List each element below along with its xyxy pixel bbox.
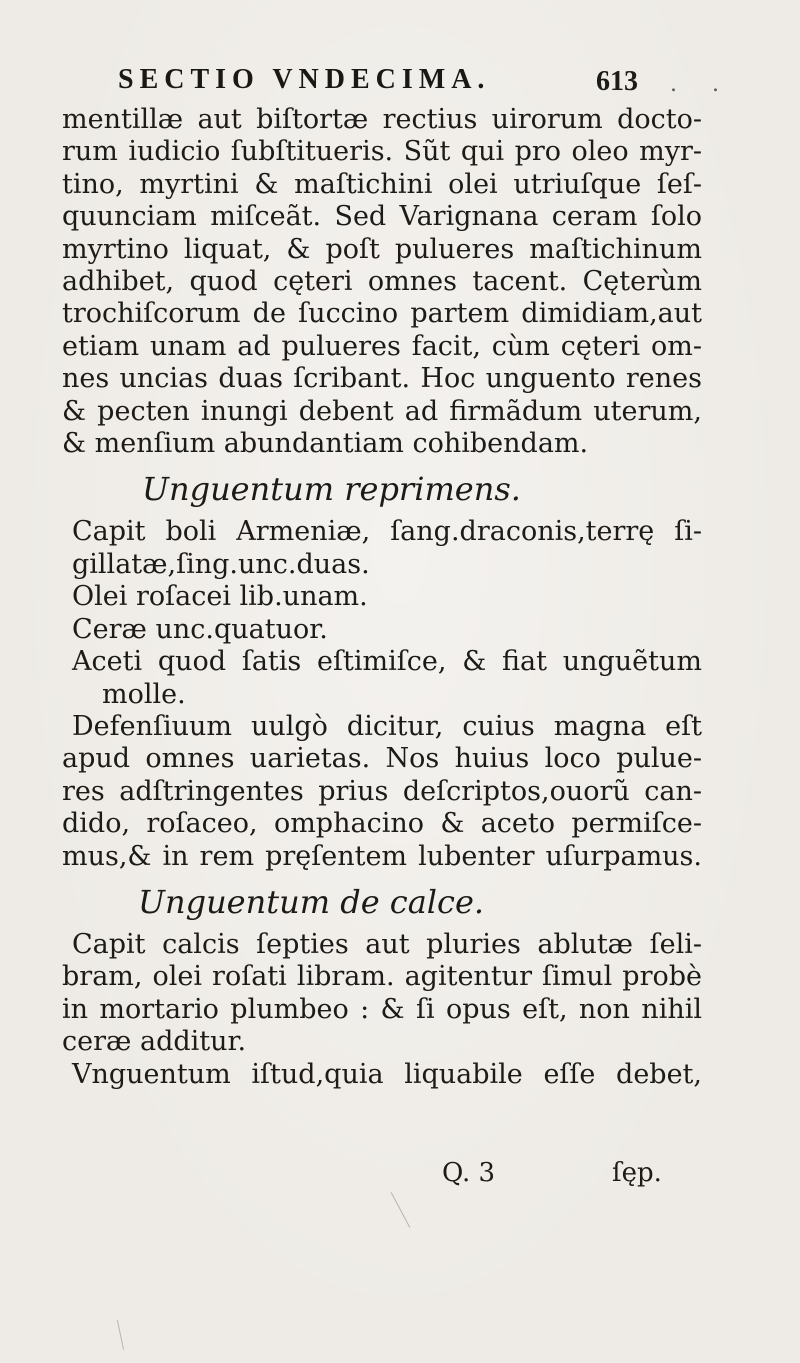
- text-line: rum iudicio ſubſtitueris. Sũt qui pro oleo myr-: [62, 136, 702, 168]
- text-line: trochiſcorum de ſuccino partem dimidiam,aut: [62, 298, 702, 330]
- text-line: ceræ additur.: [62, 1026, 247, 1058]
- recipe-line: gillatæ,ſing.unc.duas.: [72, 548, 370, 580]
- text-line: Vnguentum iſtud,quia liquabile eſſe debet,: [72, 1058, 702, 1090]
- recipe-line: Ceræ unc.quatuor.: [72, 613, 328, 645]
- recipe-1: [62, 516, 702, 710]
- text-line: myrtino liquat, & poſt pulueres maſtichinum: [62, 233, 702, 265]
- text-line: dido, roſaceo, omphacino & aceto permiſce-: [62, 808, 702, 840]
- text-line: & menſium abundantiam cohibendam.: [62, 428, 589, 460]
- edge-marks: . .: [670, 72, 733, 97]
- paragraph-3: [62, 929, 702, 1091]
- text-block: [62, 104, 702, 1091]
- text-line: apud omnes uarietas. Nos huius loco pulue-: [62, 743, 702, 775]
- paragraph-2: [62, 711, 702, 873]
- text-line: mus,& in rem pręſentem lubenter uſurpamus.: [62, 840, 702, 872]
- recipe-line: Capit boli Armeniæ, ſang.draconis,terrę ſi-: [72, 516, 702, 548]
- signature-mark: Q. 3: [442, 1158, 496, 1188]
- text-line: quunciam miſceãt. Sed Varignana ceram ſolo: [62, 201, 702, 233]
- text-line: etiam unam ad pulueres facit, cùm cęteri om-: [62, 330, 702, 362]
- text-line: bram, olei roſati libram. agitentur ſimul probè: [62, 961, 702, 993]
- catchword: ſęp.: [612, 1158, 662, 1188]
- section-heading-de-calce: Unguentum de calce.: [138, 882, 485, 921]
- page-number: 613: [596, 66, 638, 97]
- paragraph-1: [62, 104, 702, 460]
- text-line: nes uncias duas ſcribant. Hoc unguento renes: [62, 363, 702, 395]
- text-line: mentillæ aut biſtortæ rectius uirorum docto-: [62, 104, 702, 135]
- bleed-through-mark: [117, 1320, 124, 1350]
- text-line: Capit calcis ſepties aut pluries ablutæ ſeli-: [72, 928, 702, 960]
- recipe-line: molle.: [102, 678, 186, 710]
- page-header: [110, 64, 750, 104]
- text-line: in mortario plumbeo : & ſi opus eſt, non nihil: [62, 993, 702, 1025]
- page-footer: [62, 1158, 702, 1194]
- text-line: Defenſiuum uulgò dicitur, cuius magna eſt: [72, 710, 702, 742]
- text-line: tino, myrtini & maſtichini olei utriuſque ſeſ-: [62, 168, 702, 200]
- recipe-line: Olei roſacei lib.unam.: [72, 581, 368, 613]
- recipe-line: Aceti quod ſatis eſtimiſce, & fiat unguẽtum: [72, 646, 702, 678]
- text-line: & pecten inungi debent ad firmãdum uterum,: [62, 395, 702, 427]
- running-head: SECTIO VNDECIMA.: [118, 64, 491, 95]
- bleed-through-mark: [391, 1192, 411, 1228]
- text-line: adhibet, quod cęteri omnes tacent. Cęterùm: [62, 266, 702, 298]
- section-heading-reprimens: Unguentum reprimens.: [142, 470, 521, 509]
- text-line: res adſtringentes prius deſcriptos,ouorũ can-: [62, 775, 702, 807]
